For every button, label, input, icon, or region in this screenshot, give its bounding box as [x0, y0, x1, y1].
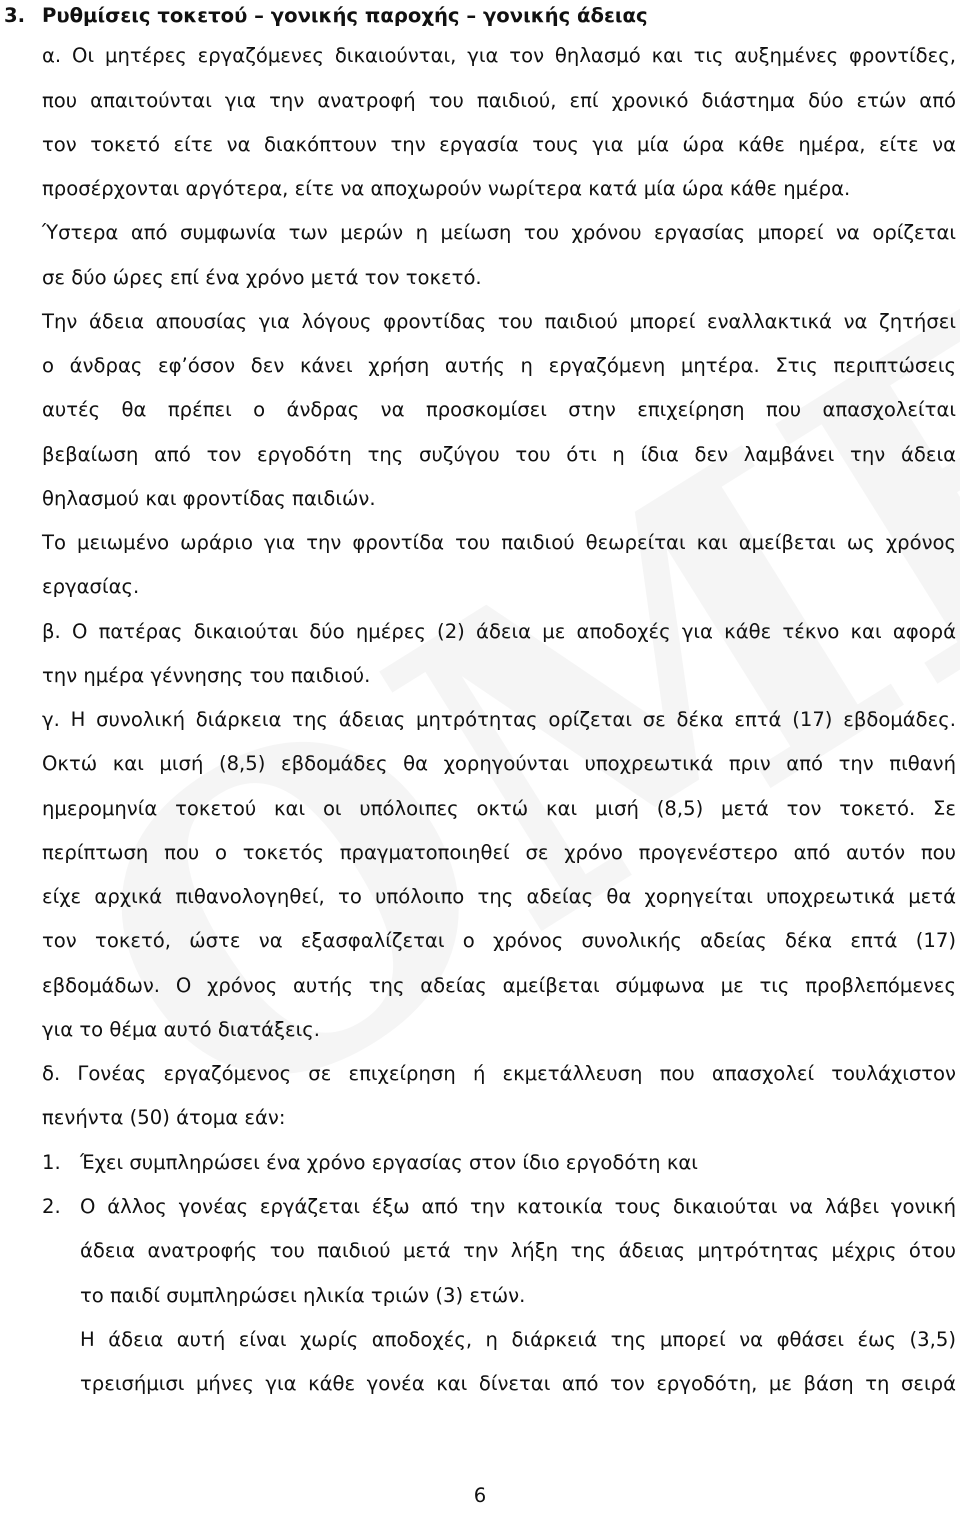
paragraph-line: Την άδεια απουσίας για λόγους φροντίδας του παιδιού μπορεί εναλλακτικά να ζητήσει	[42, 310, 956, 333]
paragraph-line: β. Ο πατέρας δικαιούται δύο ημέρες (2) άδεια με αποδοχές για κάθε τέκνο και αφορά	[42, 620, 956, 643]
paragraph-line: είχε αρχικά πιθανολογηθεί, το υπόλοιπο της αδείας θα χορηγείται υποχρεωτικά μετά	[42, 885, 956, 908]
paragraph-line: για το θέμα αυτό διατάξεις.	[42, 1018, 320, 1041]
paragraph-line: τον τοκετό είτε να διακόπτουν την εργασία τους για μία ώρα κάθε ημέρα, είτε να	[42, 133, 956, 156]
paragraph-line: σε δύο ώρες επί ένα χρόνο μετά τον τοκετό.	[42, 266, 482, 289]
section-number: 3.	[4, 4, 26, 27]
list-item-line: Έχει συμπληρώσει ένα χρόνο εργασίας στον ίδιο εργοδότη και	[80, 1151, 698, 1174]
list-item-line: Η άδεια αυτή είναι χωρίς αποδοχές, η διάρκειά της μπορεί να φθάσει έως (3,5)	[80, 1328, 956, 1351]
paragraph-line: α. Οι μητέρες εργαζόμενες δικαιούνται, για τον θηλασμό και τις αυξημένες φροντίδες,	[42, 44, 956, 67]
paragraph-line: περίπτωση που ο τοκετός πραγματοποιηθεί σε χρόνο προγενέστερο από αυτόν που	[42, 841, 956, 864]
paragraph-line: Οκτώ και μισή (8,5) εβδομάδες θα χορηγούνται υποχρεωτικά πριν από την πιθανή	[42, 752, 956, 775]
paragraph-line: που απαιτούνται για την ανατροφή του παιδιού, επί χρονικό διάστημα δύο ετών από	[42, 89, 956, 112]
paragraph-line: ημερομηνία τοκετού και οι υπόλοιπες οκτώ και μισή (8,5) μετά τον τοκετό. Σε	[42, 797, 956, 820]
paragraph-line: βεβαίωση από τον εργοδότη της συζύγου του ότι η ίδια δεν λαμβάνει την άδεια	[42, 443, 956, 466]
paragraph-line: αυτές θα πρέπει ο άνδρας να προσκομίσει στην επιχείρηση που απασχολείται	[42, 398, 956, 421]
list-number: 1.	[42, 1151, 61, 1174]
paragraph-line: Το μειωμένο ωράριο για την φροντίδα του παιδιού θεωρείται και αμείβεται ως χρόνος	[42, 531, 956, 554]
paragraph-line: εργασίας.	[42, 575, 140, 598]
paragraph-line: ο άνδρας εφ’όσον δεν κάνει χρήση αυτής η εργαζόμενη μητέρα. Στις περιπτώσεις	[42, 354, 956, 377]
paragraph-line: τον τοκετό, ώστε να εξασφαλίζεται ο χρόνος συνολικής αδείας δέκα επτά (17)	[42, 929, 956, 952]
paragraph-line: εβδομάδων. Ο χρόνος αυτής της αδείας αμείβεται σύμφωνα με τις προβλεπόμενες	[42, 974, 956, 997]
list-item-line: άδεια ανατροφής του παιδιού μετά την λήξη της άδειας μητρότητας μέχρις ότου	[80, 1239, 956, 1262]
paragraph-line: γ. Η συνολική διάρκεια της άδειας μητρότητας ορίζεται σε δέκα επτά (17) εβδομάδες.	[42, 708, 956, 731]
paragraph-line: Ύστερα από συμφωνία των μερών η μείωση του χρόνου εργασίας μπορεί να ορίζεται	[42, 221, 956, 244]
section-title: Ρυθμίσεις τοκετού – γονικής παροχής – γονικής άδειας	[42, 4, 648, 27]
paragraph-line: προσέρχονται αργότερα, είτε να αποχωρούν νωρίτερα κατά μία ώρα κάθε ημέρα.	[42, 177, 851, 200]
paragraph-line: την ημέρα γέννησης του παιδιού.	[42, 664, 371, 687]
list-item-line: Ο άλλος γονέας εργάζεται έξω από την κατοικία τους δικαιούται να λάβει γονική	[80, 1195, 956, 1218]
paragraph-line: θηλασμού και φροντίδας παιδιών.	[42, 487, 376, 510]
paragraph-line: πενήντα (50) άτομα εάν:	[42, 1106, 286, 1129]
list-item-line: τρεισήμισι μήνες για κάθε γονέα και δίνεται από τον εργοδότη, με βάση τη σειρά	[80, 1372, 956, 1395]
page-number: 6	[473, 1484, 487, 1507]
list-number: 2.	[42, 1195, 61, 1218]
list-item-line: το παιδί συμπληρώσει ηλικία τριών (3) ετών.	[80, 1284, 526, 1307]
paragraph-line: δ. Γονέας εργαζόμενος σε επιχείρηση ή εκμετάλλευση που απασχολεί τουλάχιστον	[42, 1062, 956, 1085]
